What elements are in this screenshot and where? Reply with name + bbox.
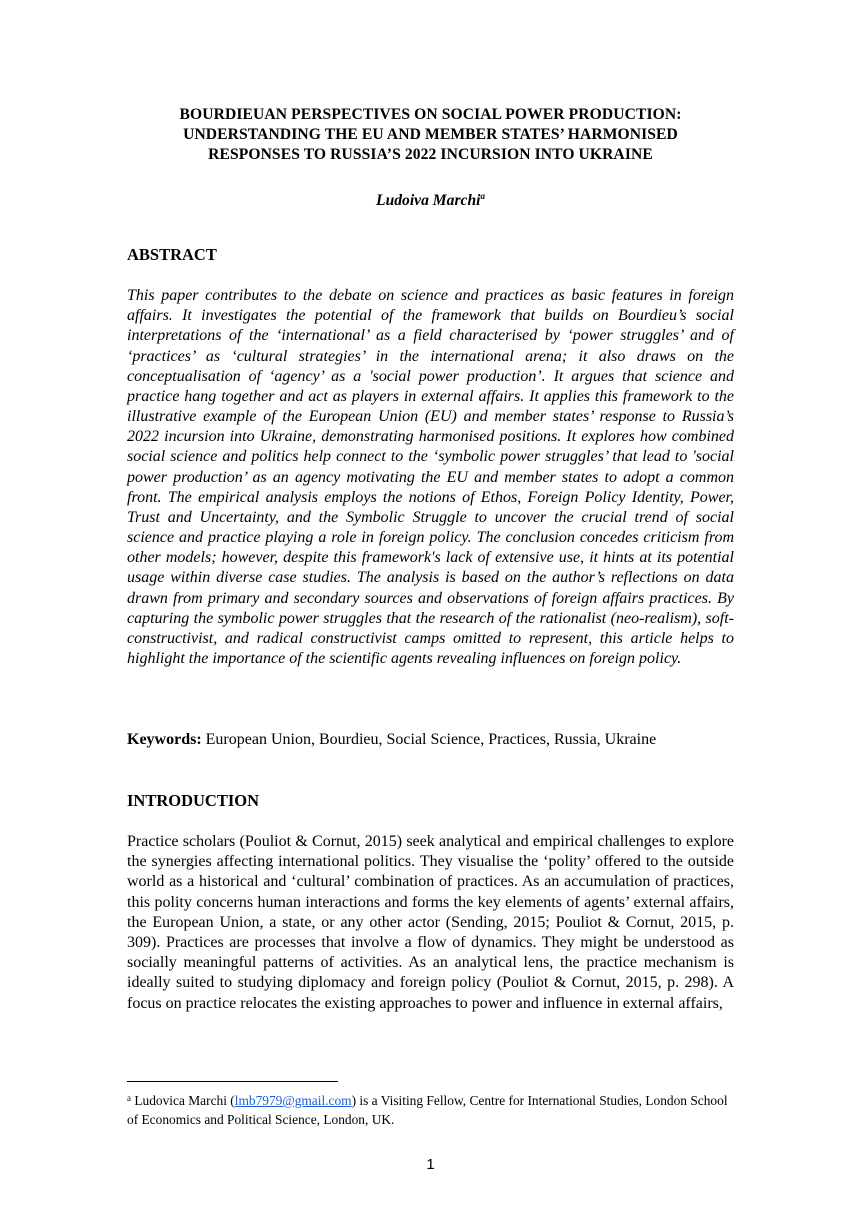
keywords-line <box>127 730 734 750</box>
introduction-text: Practice scholars (Pouliot & Cornut, 2015) seek analytical and empirical challenges to explore the synergies affecting international politics. They visualise the ‘polity’ offered to the outside world as a historical and ‘cultural’ combination of practices. As an accumulation of practices, this polity concerns human interactions and forms the key elements of agents’ external affairs, the European Union, a state, or any other actor (Sending, 2015; Pouliot & Cornut, 2015, p. 309). Practices are processes that involve a flow of dynamics. They might be understood as socially meaningful patterns of activities. As an analytical lens, the practice mechanism is ideally suited to studying diplomacy and foreign policy (Pouliot & Cornut, 2015, p. 298). A focus on practice relocates the existing approaches to power and influence in external affairs, <box>127 833 734 1012</box>
keywords-label: Keywords: <box>127 731 202 748</box>
footnote-divider <box>127 1081 338 1082</box>
author-email-link[interactable]: lmb7979@gmail.com <box>234 1093 352 1108</box>
paper-title <box>127 105 734 165</box>
title-line-1: BOURDIEUAN PERSPECTIVES ON SOCIAL POWER PRODUCTION: <box>179 106 682 123</box>
abstract-text: This paper contributes to the debate on science and practices as basic features in foreign affairs. It investigates the potential of the framework that builds on Bourdieu’s social interpretations of the ‘international’ as a field characterised by ‘power struggles’ and of ‘practices’ as ‘cultural strategies’ in the international arena; it also draws on the conceptualisation of ‘agency’ as a 'social power production’. It argues that science and practice hang together and act as players in external affairs. It applies this framework to the illustrative example of the European Union (EU) and member states’ response to Russia’s 2022 incursion into Ukraine, demonstrating harmonised positions. It explores how combined social science and politics help connect to the ‘symbolic power struggles’ that lead to 'social power production’ as an agency motivating the EU and member states to adopt a common front. The empirical analysis employs the notions of Ethos, Foreign Policy Identity, Power, Trust and Uncertainty, and the Symbolic Struggle to uncover the crucial trend of social science and practice playing a role in foreign policy. The conclusion concedes criticism from other models; however, despite this framework's lack of extensive use, it hints at its potential usage within diverse case studies. The analysis is based on the author’s reflections on data drawn from primary and secondary sources and observations of foreign affairs practices. By capturing the symbolic power struggles that the research of the rationalist (neo-realism), soft-constructivist, and radical constructivist camps omitted to represent, this article helps to highlight the importance of the scientific agents revealing influences on foreign policy. <box>127 287 734 668</box>
keywords-text: European Union, Bourdieu, Social Science, Practices, Russia, Ukraine <box>205 731 657 748</box>
title-line-2: UNDERSTANDING THE EU AND MEMBER STATES’ HARMONISED <box>183 126 678 143</box>
footnote-text-before: Ludovica Marchi ( <box>131 1093 235 1108</box>
footnote-text-after: ) is a Visiting Fellow, Centre for International Studies, London School of Economics and Political Science, London, UK. <box>127 1093 728 1127</box>
author-footnote-marker[interactable]: a <box>480 191 485 201</box>
title-line-3: RESPONSES TO RUSSIA’S 2022 INCURSION INTO UKRAINE <box>208 146 653 163</box>
author-name: Ludoiva Marchi <box>376 192 481 209</box>
abstract-heading: ABSTRACT <box>127 245 217 264</box>
author-line <box>127 186 734 211</box>
footnote-marker: a <box>127 1093 131 1103</box>
footnote <box>127 1089 734 1129</box>
page-number: 1 <box>426 1156 435 1173</box>
introduction-heading: INTRODUCTION <box>127 791 260 810</box>
